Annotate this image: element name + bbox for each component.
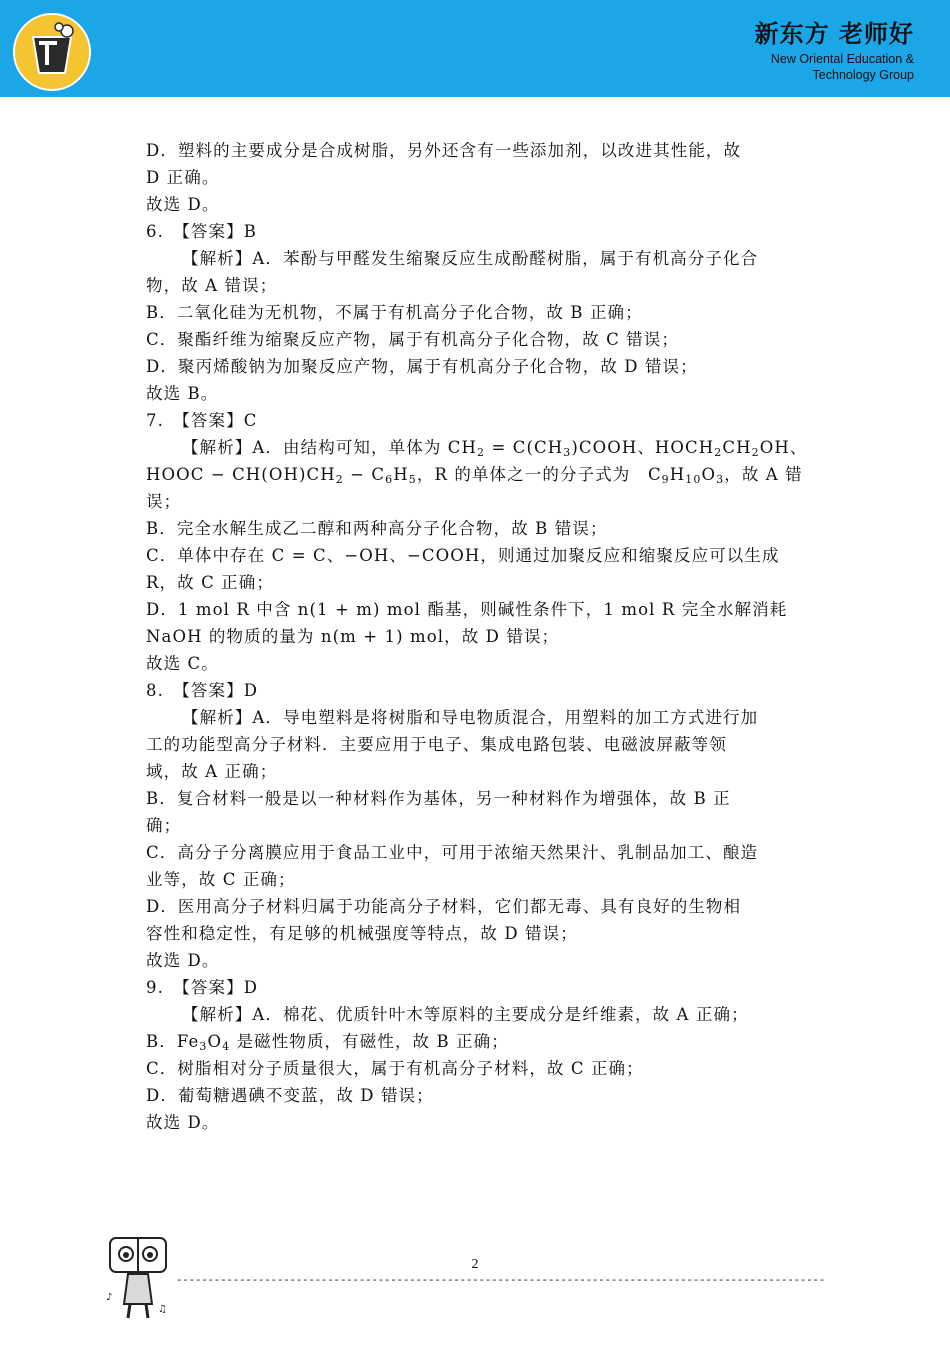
text-line: B．复合材料一般是以一种材料作为基体，另一种材料作为增强体，故 B 正 xyxy=(146,789,731,808)
text-line: 容性和稳定性，有足够的机械强度等特点，故 D 错误； xyxy=(146,924,578,943)
brand-en-line2: Technology Group xyxy=(812,68,914,82)
text-line: R，故 C 正确； xyxy=(146,573,274,592)
text-line: 故选 C。 xyxy=(146,654,219,673)
text-line: 故选 D。 xyxy=(146,195,220,214)
text-line: C．聚酯纤维为缩聚反应产物，属于有机高分子化合物，故 C 错误； xyxy=(146,330,679,349)
text-line: D 正确。 xyxy=(146,168,220,187)
logo-cup-icon xyxy=(15,15,89,89)
page-number: 2 xyxy=(471,1257,479,1272)
svg-text:♫: ♫ xyxy=(158,1304,167,1315)
formula-line: HOOC − $CH(OH)CH_2 - C_6H_5$，R 的单体之一的分子式为 $C_9H_{10}O_3$，故 A 错 xyxy=(146,465,803,486)
text-line: 【解析】A．导电塑料是将树脂和导电物质混合，用塑料的加工方式进行加 xyxy=(182,708,759,727)
text-line: 域，故 A 正确； xyxy=(146,762,278,781)
text-line: 工的功能型高分子材料．主要应用于电子、集成电路包装、电磁波屏蔽等领 xyxy=(146,735,727,754)
brand-name-cn: 新东方 老师好 xyxy=(754,20,914,48)
text-line: 【解析】A．苯酚与甲醛发生缩聚反应生成酚醛树脂，属于有机高分子化合 xyxy=(182,249,759,268)
text-line: C．高分子分离膜应用于食品工业中，可用于浓缩天然果汁、乳制品加工、酿造 xyxy=(146,843,759,862)
text-line: D．聚丙烯酸钠为加聚反应产物，属于有机高分子化合物，故 D 错误； xyxy=(146,357,698,376)
text-run: 【解析】A．由结构可知，单体为 xyxy=(182,438,442,457)
brand-en-line1: New Oriental Education & xyxy=(770,52,914,66)
logo xyxy=(13,13,91,91)
svg-text:♪: ♪ xyxy=(106,1292,113,1303)
text-line: 【解析】A．棉花、优质针叶木等原料的主要成分是纤维素，故 A 正确； xyxy=(182,1005,749,1024)
text-line: 误； xyxy=(146,492,182,511)
text-line: 故选 D。 xyxy=(146,951,220,970)
text-line: D．医用高分子材料归属于功能高分子材料，它们都无毒、具有良好的生物相 xyxy=(146,897,742,916)
text-line: D．1 mol R 中含 n(1 + m) mol 酯基，则碱性条件下，1 mol R 完全水解消耗 xyxy=(146,600,788,619)
text-line: 确； xyxy=(146,816,182,835)
text-line: 故选 D。 xyxy=(146,1113,220,1132)
text-line: B．完全水解生成乙二醇和两种高分子化合物，故 B 错误； xyxy=(146,519,608,538)
answer-heading: 6. 【答案】B xyxy=(146,222,257,241)
text-line: C．树脂相对分子质量很大，属于有机高分子材料，故 C 正确； xyxy=(146,1059,644,1078)
answer-heading: 9. 【答案】D xyxy=(146,978,259,997)
text-line: 物，故 A 错误； xyxy=(146,276,278,295)
text-line: B．二氧化硅为无机物，不属于有机高分子化合物，故 B 正确； xyxy=(146,303,643,322)
text-line: 业等，故 C 正确； xyxy=(146,870,296,889)
answer-heading: 8. 【答案】D xyxy=(146,681,259,700)
text-line: D．葡萄糖遇碘不变蓝，故 D 错误； xyxy=(146,1086,434,1105)
footer-rule: ------------------------------------------------------------------------------------------------------- xyxy=(176,1275,826,1287)
answer-heading: 7. 【答案】C xyxy=(146,411,258,430)
formula: $CH_2$ = $C(CH_3)COOH$、$HOCH_2CH_2OH$、 xyxy=(447,438,808,459)
text-line: NaOH 的物质的量为 n(m + 1) mol，故 D 错误； xyxy=(146,627,560,646)
text-line: D．塑料的主要成分是合成树脂，另外还含有一些添加剂，以改进其性能，故 xyxy=(146,141,742,160)
brand-name-en xyxy=(771,51,914,83)
text-line: C．单体中存在 C = C、−OH、−COOH，则通过加聚反应和缩聚反应可以生成 xyxy=(146,546,780,565)
formula-line: B．$Fe_3O_4$ 是磁性物质，有磁性，故 B 正确； xyxy=(146,1032,509,1053)
formula-line xyxy=(182,437,807,459)
text-line: 故选 B。 xyxy=(146,384,219,403)
mascot-icon xyxy=(100,1230,175,1325)
